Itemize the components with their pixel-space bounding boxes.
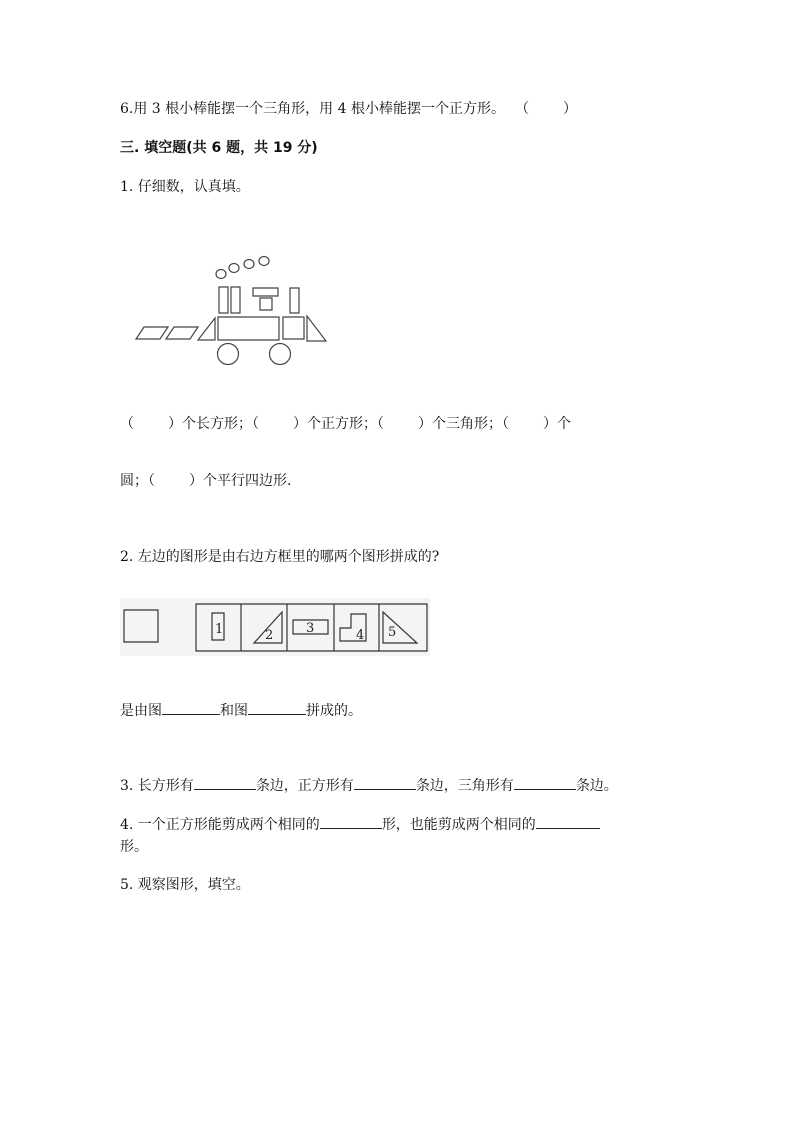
shape-4-number: 4 [356,628,365,643]
train-figure [130,250,340,370]
q2-blank-2[interactable] [248,700,306,715]
shape-1-number: 1 [215,622,224,637]
q3-blank-triangle[interactable] [514,775,576,790]
shape-options-figure [120,598,430,656]
triangle [307,316,326,341]
roof-rect [253,288,278,296]
circle-label-a: 个 [557,416,571,432]
smoke-circle [229,264,239,273]
shape-5-number: 5 [388,625,397,640]
q2-answer-line: 是由图 和图 拼成的。 [120,700,362,720]
q6-paren-close: ） [562,101,577,117]
triangle [198,318,215,340]
q4-blank-1[interactable] [320,814,382,829]
q4-question-line-b: 形。 [120,839,148,855]
smoke-circle [244,260,254,269]
q6-judge-question [120,98,577,118]
small-square [260,298,272,310]
circle-label-b: 圆； [120,473,148,489]
q4-question-line-a: 4. 一个正方形能剪成两个相同的 形，也能剪成两个相同的 [120,814,600,834]
rect-label: 个长方形； [182,416,252,432]
q5-prompt: 5. 观察图形，填空。 [120,877,250,893]
body-rect [218,317,279,340]
chimney-rect [290,288,299,313]
smoke-circle [259,257,269,266]
q4-blank-2[interactable] [536,814,600,829]
parallelogram [136,327,168,339]
shape-2-number: 2 [265,628,274,643]
parallelogram [166,327,198,339]
q6-text: 用 3 根小棒能摆一个三角形，用 4 根小棒能摆一个正方形。 [133,101,505,117]
q6-paren-open: （ [514,101,529,117]
q2-blank-1[interactable] [162,700,220,715]
q1-answer-line-a: （ ）个长方形；（ ）个正方形；（ ）个三角形；（ ）个 [120,416,571,432]
cab-square [283,317,304,339]
section-heading: 三. 填空题(共 6 题，共 19 分) [120,140,318,156]
wheel-circle [270,344,291,365]
square-label: 个正方形； [307,416,377,432]
q1-answer-line-b: 圆；（ ）个平行四边形. [120,473,292,489]
parallelogram-label: 个平行四边形. [203,473,292,489]
q3-blank-rect[interactable] [194,775,256,790]
q3-blank-square[interactable] [354,775,416,790]
q3-question: 3. 长方形有 条边，正方形有 条边，三角形有 条边。 [120,775,618,795]
chimney-rect [219,287,228,313]
smoke-circle [216,270,226,279]
chimney-rect [231,287,240,313]
q2-prompt: 2. 左边的图形是由右边方框里的哪两个图形拼成的? [120,549,440,565]
shape-3-number: 3 [306,621,315,636]
q1-prompt: 1. 仔细数，认真填。 [120,179,250,195]
wheel-circle [218,344,239,365]
q6-number: 6. [120,101,134,117]
triangle-label: 个三角形； [432,416,502,432]
